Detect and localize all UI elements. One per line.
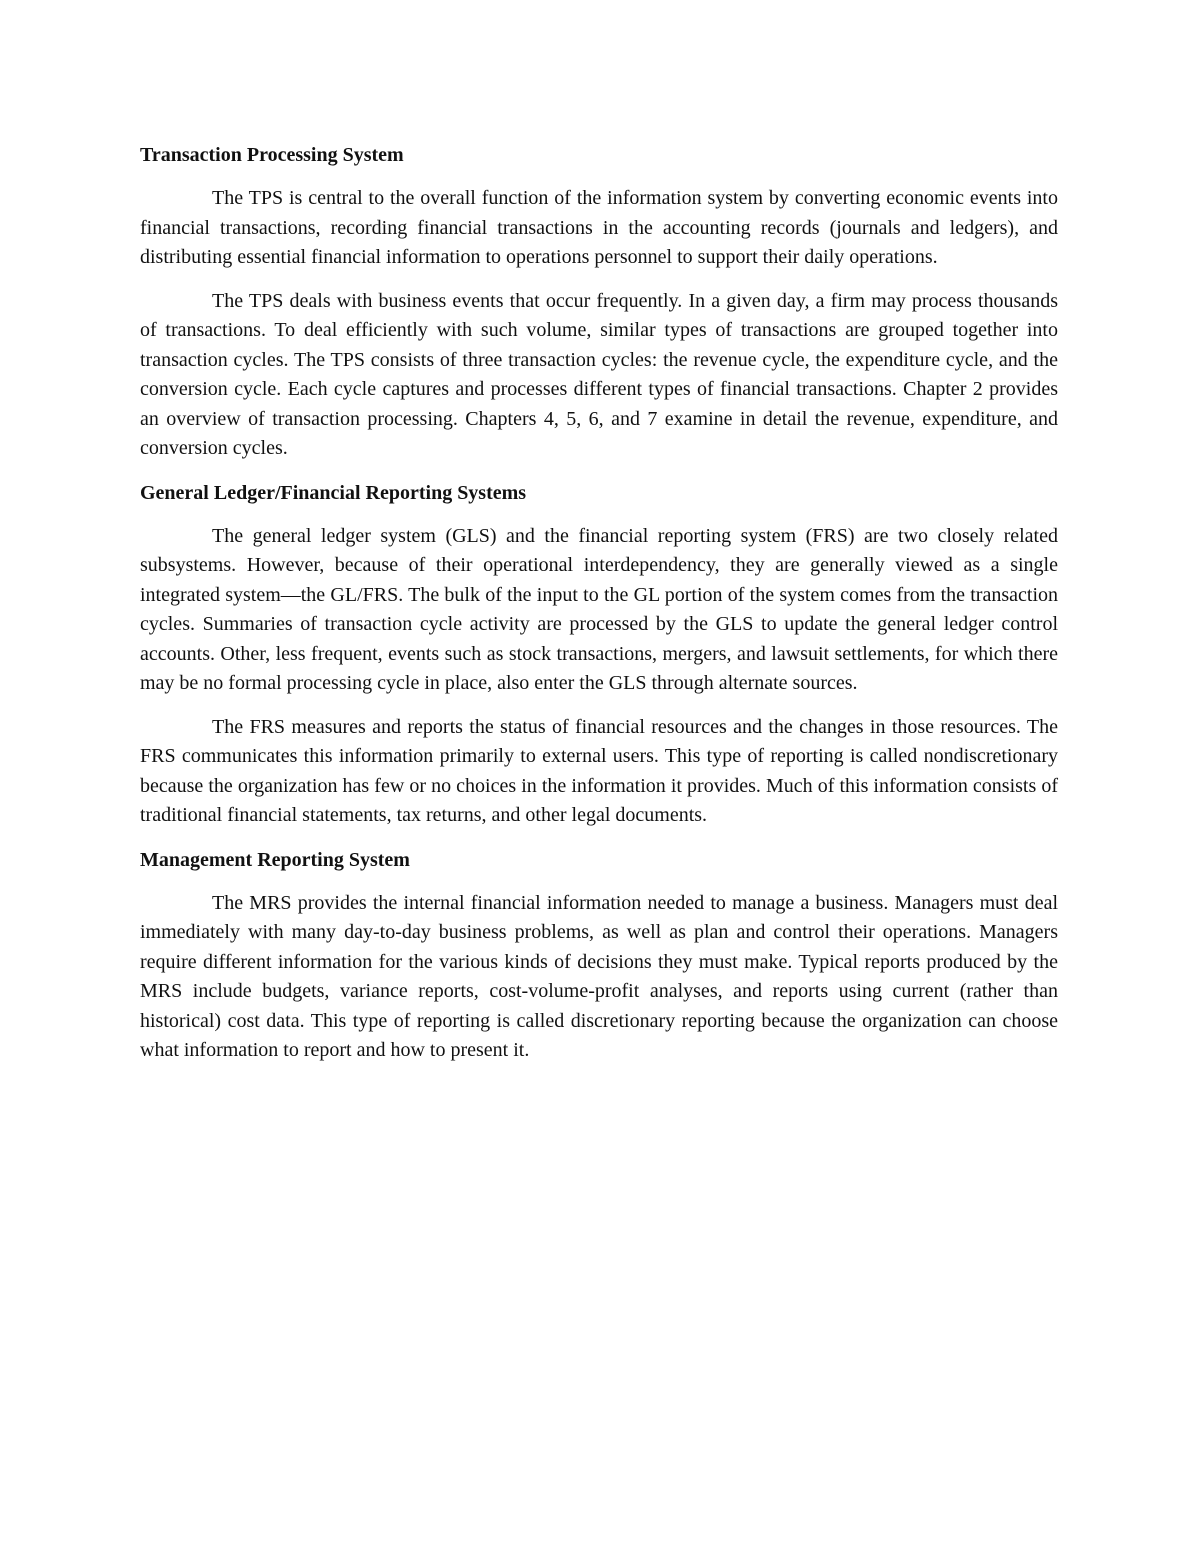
paragraph: The TPS is central to the overall function of the information system by converting economic events into financial transactions, recording financial transactions in the accounting records (journals and ledgers), and distributing essential financial information to operations personnel to support their daily operations. [140, 187, 1058, 268]
section-transaction-processing-system [140, 140, 1058, 464]
section-heading: General Ledger/Financial Reporting Systems [140, 481, 527, 504]
section-general-ledger-financial-reporting [140, 478, 1058, 831]
paragraph: The general ledger system (GLS) and the financial reporting system (FRS) are two closely related subsystems. However, because of their operational interdependency, they are generally viewed as a single integrated system—the GL/FRS. The bulk of the input to the GL portion of the system comes from the transaction cycles. Summaries of transaction cycle activity are processed by the GLS to update the general ledger control accounts. Other, less frequent, events such as stock transactions, mergers, and lawsuit settlements, for which there may be no formal processing cycle in place, also enter the GLS through alternate sources. [140, 524, 1058, 694]
paragraph: The TPS deals with business events that occur frequently. In a given day, a firm may process thousands of transactions. To deal efficiently with such volume, similar types of transactions are grouped together into transaction cycles. The TPS consists of three transaction cycles: the revenue cycle, the expenditure cycle, and the conversion cycle. Each cycle captures and processes different types of financial transactions. Chapter 2 provides an overview of transaction processing. Chapters 4, 5, 6, and 7 examine in detail the revenue, expenditure, and conversion cycles. [140, 289, 1058, 459]
document-page [140, 140, 1058, 1080]
section-management-reporting-system [140, 845, 1058, 1066]
section-heading: Management Reporting System [140, 848, 410, 871]
section-heading: Transaction Processing System [140, 144, 404, 166]
paragraph: The FRS measures and reports the status of financial resources and the changes in those resources. The FRS communicates this information primarily to external users. This type of reporting is called nondiscretionary because the organization has few or no choices in the information it provides. Much of this information consists of traditional financial statements, tax returns, and other legal documents. [140, 715, 1058, 826]
paragraph: The MRS provides the internal financial information needed to manage a business. Managers must deal immediately with many day-to-day business problems, as well as plan and control their operations. Managers require different information for the various kinds of decisions they must make. Typical reports produced by the MRS include budgets, variance reports, cost-volume-profit analyses, and reports using current (rather than historical) cost data. This type of reporting is called discretionary reporting because the organization can choose what information to report and how to present it. [140, 891, 1058, 1061]
